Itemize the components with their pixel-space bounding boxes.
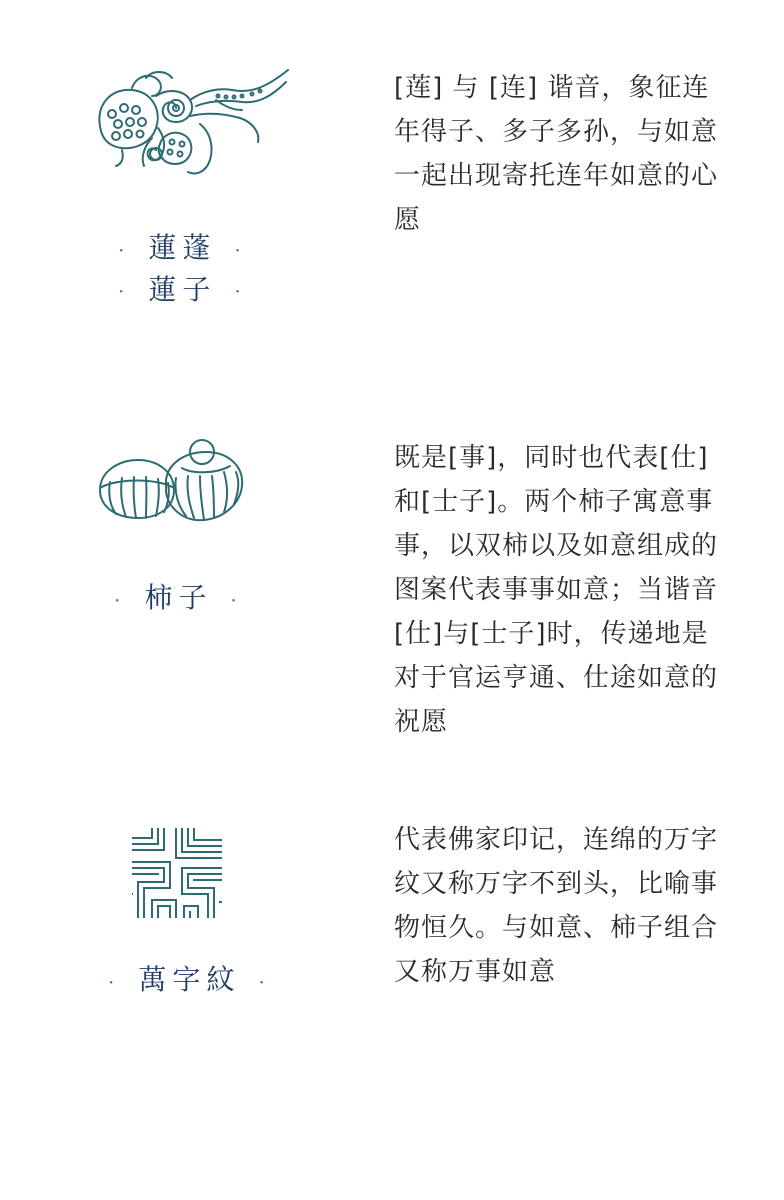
dot-separator: · xyxy=(234,237,247,262)
wan-description: 代表佛家印记，连绵的万字纹又称万字不到头，比喻事物恒久。与如意、柿子组合又称万事如意 xyxy=(394,825,719,987)
dot-separator: · xyxy=(114,587,127,612)
caption-line-1: · 柿子 · xyxy=(96,578,246,620)
lotus-description: [莲] 与 [连] 谐音，象征连年得子、多子多孙，与如意一起出现寄托连年如意的心愿 xyxy=(394,73,719,235)
dot-separator: · xyxy=(258,969,271,994)
caption-line-2: · 蓮子 · xyxy=(100,270,250,312)
caption-line-1: · 萬字紋 · xyxy=(90,960,270,1002)
wan-caption xyxy=(90,960,270,1002)
dot-separator: · xyxy=(230,587,243,612)
lotus-caption xyxy=(100,228,250,311)
caption-line-1: · 蓮蓬 · xyxy=(100,228,250,270)
persimmon-icon xyxy=(96,438,246,524)
lotus-pod-icon xyxy=(92,66,292,178)
dot-separator: · xyxy=(118,237,131,262)
dot-separator: · xyxy=(118,279,131,303)
wan-pattern-icon xyxy=(132,828,222,918)
persimmon-description: 既是[事]，同时也代表[仕]和[士子]。两个柿子寓意事事，以双柿以及如意组成的图案代表事事如意；当谐音[仕]与[士子]时，传递地是对于官运亨通、仕途如意的祝愿 xyxy=(394,443,719,737)
persimmon-caption xyxy=(96,578,246,620)
dot-separator: · xyxy=(108,969,121,994)
dot-separator: · xyxy=(234,279,247,303)
